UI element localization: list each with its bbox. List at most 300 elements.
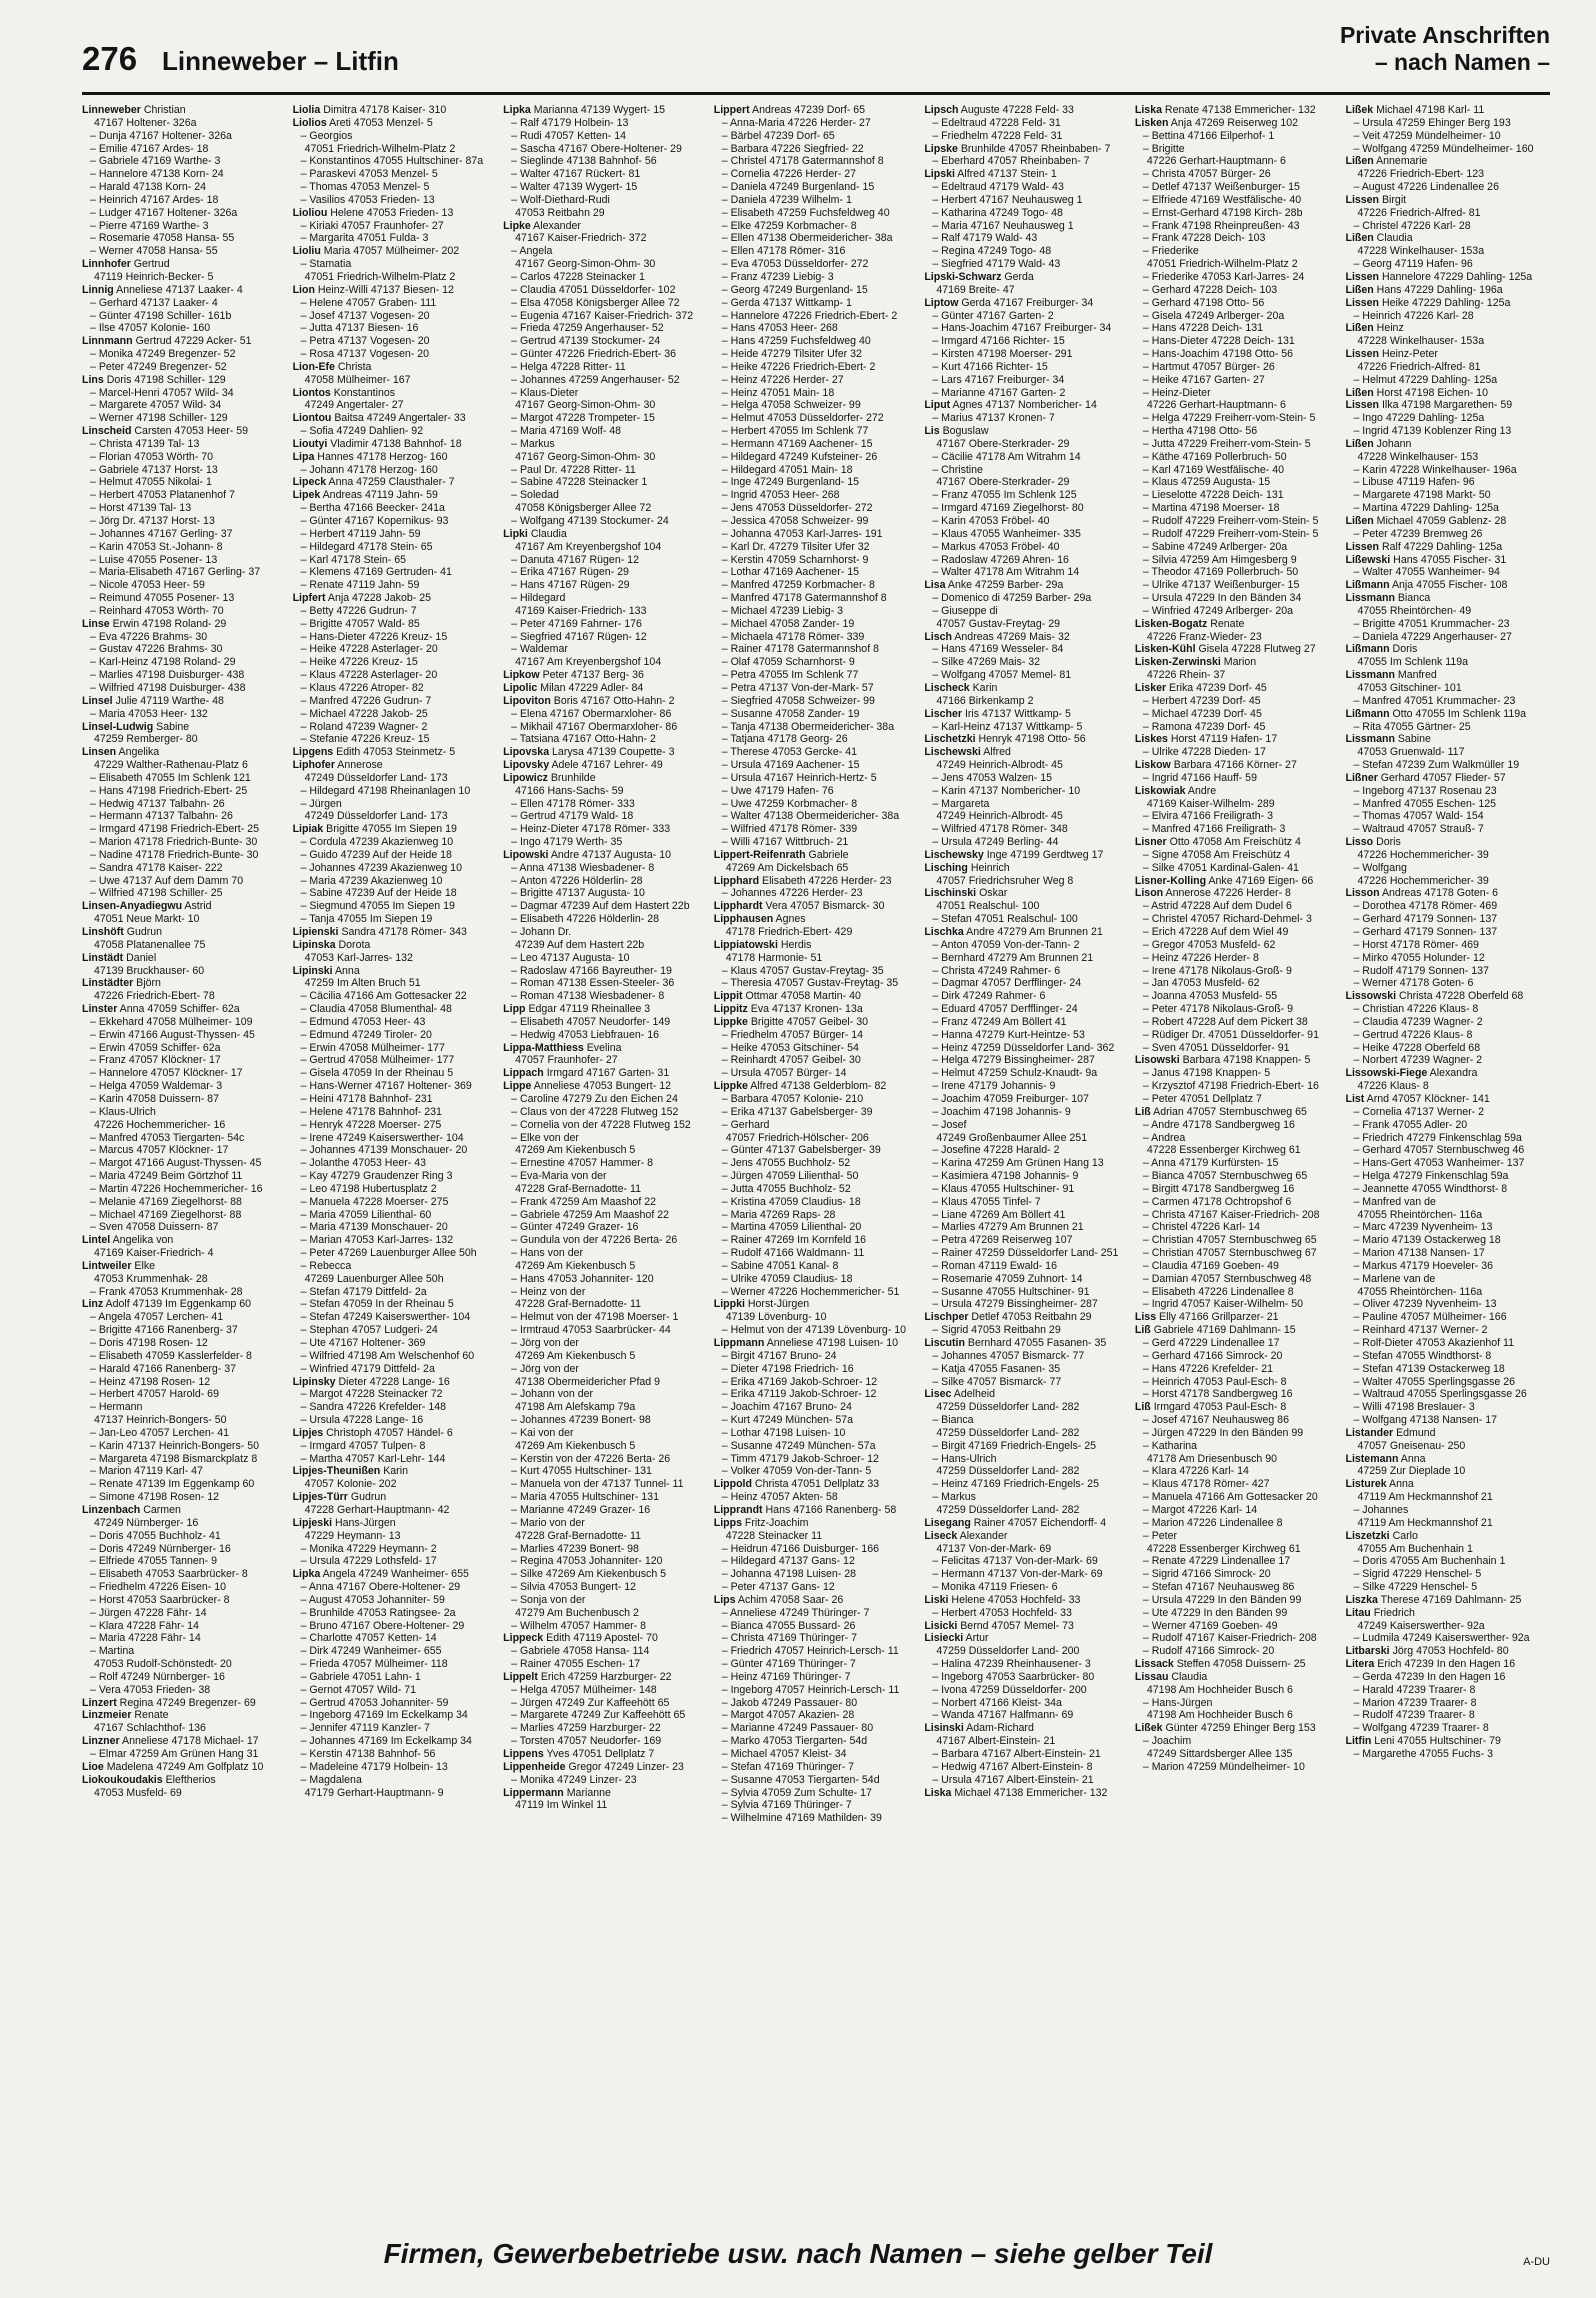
directory-entry xyxy=(293,592,498,605)
entry-text: – Silke 47269 Mais- 32 xyxy=(932,656,1041,669)
entry-text: 47138 Obermeidericher Pfad 9 xyxy=(515,1375,661,1388)
entry-text: – Tanja 47055 Im Siepen 19 xyxy=(300,913,433,926)
directory-entry xyxy=(82,965,287,978)
entry-text: 47058 Platanenallee 75 xyxy=(94,938,206,951)
directory-entry xyxy=(714,245,919,258)
directory-entry xyxy=(1135,464,1340,477)
entry-text: – Herbert 47053 Platanenhof 7 xyxy=(90,489,235,502)
entry-text: – Ursula 47167 Albert-Einstein- 21 xyxy=(932,1773,1094,1786)
entry-surname: Lischewsky xyxy=(924,848,984,861)
entry-surname: Lisken-Kühl xyxy=(1134,643,1196,656)
entry-text: – Markus xyxy=(511,437,555,450)
directory-entry xyxy=(714,1761,919,1774)
entry-surname: Lischetzki xyxy=(924,733,976,746)
directory-entry xyxy=(1345,1722,1550,1735)
entry-text: – Ralf 47179 Holbein- 13 xyxy=(511,116,629,129)
entry-text: – Heide 47279 Tilsiter Ufer 32 xyxy=(721,348,862,361)
directory-entry xyxy=(1135,1709,1340,1722)
entry-text: Brunhilde 47057 Rheinbaben- 7 xyxy=(957,142,1111,155)
entry-text: – Andrea xyxy=(1142,1131,1186,1144)
directory-entry xyxy=(1135,541,1340,554)
directory-entry xyxy=(293,271,498,284)
directory-entry xyxy=(714,592,919,605)
entry-text: – Peter 47169 Fahrner- 176 xyxy=(511,617,642,630)
directory-entry xyxy=(1135,1247,1340,1260)
directory-entry xyxy=(924,143,1129,156)
entry-text: – Rainer 47178 Gatermannshof 8 xyxy=(721,643,879,656)
entry-text: – Kai von der xyxy=(511,1426,574,1439)
directory-entry xyxy=(924,515,1129,528)
directory-entry xyxy=(924,965,1129,978)
entry-text: – Wilhelmine 47169 Mathilden- 39 xyxy=(721,1812,882,1825)
directory-entry xyxy=(714,1042,919,1055)
entry-text: – Karl Dr. 47279 Tilsiter Ufer 32 xyxy=(721,540,870,553)
directory-entry xyxy=(503,656,708,669)
entry-surname: Lipski xyxy=(924,168,955,181)
entry-surname: Lisner-Kolling xyxy=(1134,874,1207,887)
entry-text: Gudrun xyxy=(347,1491,387,1504)
entry-surname: Litfin xyxy=(1345,1735,1372,1748)
entry-surname: Lissack xyxy=(1134,1658,1174,1671)
entry-surname: Lischka xyxy=(924,926,964,938)
directory-entry xyxy=(82,322,287,335)
entry-text: Adam-Richard xyxy=(963,1722,1034,1735)
directory-entry xyxy=(1345,618,1550,631)
directory-entry xyxy=(1135,1414,1340,1427)
directory-entry xyxy=(1135,759,1340,772)
entry-text: – Carlos 47228 Steinacker 1 xyxy=(511,270,645,283)
entry-text: – Ivona 47259 Düsseldorfer- 200 xyxy=(932,1683,1087,1696)
entry-text: – Cordula 47239 Akazienweg 10 xyxy=(300,836,454,849)
directory-entry xyxy=(503,412,708,425)
entry-surname: Linneweber xyxy=(82,104,141,116)
directory-entry xyxy=(1345,977,1550,990)
directory-entry xyxy=(924,1067,1129,1080)
entry-text: – Bianca 47055 Bussard- 26 xyxy=(721,1619,856,1632)
directory-entry xyxy=(1135,1003,1340,1016)
directory-entry xyxy=(82,849,287,862)
entry-text: – Emilie 47167 Ardes- 18 xyxy=(90,142,209,155)
directory-entry xyxy=(1135,1632,1340,1645)
entry-surname: Lippitz xyxy=(713,1003,748,1016)
entry-text: – Klaus-Ulrich xyxy=(90,1105,156,1118)
directory-entry xyxy=(503,1658,708,1671)
entry-text: – Jörg Dr. 47137 Horst- 13 xyxy=(90,515,215,527)
entry-text: – Christa 47139 Tal- 13 xyxy=(90,437,200,450)
directory-entry xyxy=(1345,965,1550,978)
entry-text: – Käthe 47169 Pollerbruch- 50 xyxy=(1142,450,1287,463)
entry-surname: Lins xyxy=(82,373,104,386)
directory-entry xyxy=(503,104,708,117)
entry-text: Boguslaw xyxy=(939,425,989,438)
entry-text: – Hermann 47169 Aachener- 15 xyxy=(721,437,873,450)
directory-entry xyxy=(503,168,708,181)
directory-entry xyxy=(82,245,287,258)
directory-column xyxy=(714,104,919,2214)
directory-entry xyxy=(1135,1337,1340,1350)
entry-text: 47053 Rudolf-Schönstedt- 20 xyxy=(94,1658,232,1671)
directory-entry xyxy=(1135,708,1340,721)
directory-entry xyxy=(82,823,287,836)
directory-entry xyxy=(1135,1671,1340,1684)
entry-text: 47228 Winkelhauser- 153a xyxy=(1357,335,1485,348)
entry-text: – Klaus 47259 Augusta- 15 xyxy=(1142,476,1271,489)
entry-text: – Hans-Joachim 47198 Otto- 56 xyxy=(1142,348,1294,361)
directory-entry xyxy=(1345,1260,1550,1273)
directory-entry xyxy=(293,926,498,939)
entry-text: – Wolf-Diethard-Rudi xyxy=(511,193,610,206)
entry-surname: Liphofer xyxy=(292,759,335,772)
directory-entry xyxy=(1345,220,1550,233)
directory-entry xyxy=(503,155,708,168)
entry-text: Alfred xyxy=(980,746,1011,759)
entry-surname: Lipp xyxy=(503,1003,526,1016)
entry-text: – Paraskevi 47053 Menzel- 5 xyxy=(300,168,438,181)
directory-entry xyxy=(924,207,1129,220)
entry-text: – Jutta 47229 Freiherr-vom-Stein- 5 xyxy=(1142,437,1311,450)
directory-entry xyxy=(1135,1080,1340,1093)
entry-surname: Lipphard xyxy=(713,874,760,887)
entry-surname: Lisson xyxy=(1345,887,1380,900)
entry-surname: Lipinski xyxy=(292,964,333,977)
directory-entry xyxy=(1345,1388,1550,1401)
directory-entry xyxy=(1345,1427,1550,1440)
directory-entry xyxy=(1345,1735,1550,1748)
entry-text: – Martha 47057 Karl-Lehr- 144 xyxy=(300,1452,446,1465)
directory-entry xyxy=(293,887,498,900)
entry-surname: Lischer xyxy=(924,707,962,720)
entry-text: – Karl-Heinz 47137 Wittkamp- 5 xyxy=(932,720,1083,733)
entry-text: – Christian 47226 Klaus- 8 xyxy=(1353,1003,1479,1016)
entry-text: Evelina xyxy=(583,1041,622,1054)
entry-text: – Hans-Werner 47167 Holtener- 369 xyxy=(300,1080,472,1093)
directory-entry xyxy=(293,952,498,965)
entry-text: 47226 Gerhart-Hauptmann- 6 xyxy=(1146,399,1286,412)
entry-surname: Lißen xyxy=(1345,155,1374,168)
directory-entry xyxy=(293,900,498,913)
directory-entry xyxy=(82,310,287,323)
directory-entry xyxy=(714,939,919,952)
directory-entry xyxy=(1345,810,1550,823)
entry-text: – Bruno 47167 Obere-Holtener- 29 xyxy=(300,1619,465,1632)
entry-text: – Ursula 47259 Ehinger Berg 193 xyxy=(1353,116,1511,129)
entry-surname: Lisch xyxy=(924,630,952,643)
entry-text: – Helmut 47259 Schulz-Knaudt- 9a xyxy=(932,1067,1098,1080)
directory-entry xyxy=(293,1555,498,1568)
directory-entry xyxy=(293,361,498,374)
directory-entry xyxy=(1345,1491,1550,1504)
entry-text: – Ursula 47229 Lothsfeld- 17 xyxy=(300,1555,437,1568)
entry-text: Carsten 47053 Heer- 59 xyxy=(131,425,249,438)
directory-entry xyxy=(924,1209,1129,1222)
entry-surname: Lippke xyxy=(713,1015,748,1028)
entry-text: – Janus 47198 Knappen- 5 xyxy=(1142,1067,1271,1080)
entry-text: 47137 Von-der-Mark- 69 xyxy=(936,1542,1052,1555)
entry-text: – Werner 47198 Schiller- 129 xyxy=(90,412,228,425)
entry-text: 47057 Friedrichsruher Weg 8 xyxy=(936,874,1074,887)
directory-entry xyxy=(503,1504,708,1517)
directory-entry xyxy=(1135,1620,1340,1633)
entry-text: Brunhilde xyxy=(547,771,596,784)
entry-text: – Barbara 47226 Siegfried- 22 xyxy=(721,142,864,155)
directory-entry xyxy=(293,1478,498,1491)
directory-entry xyxy=(293,155,498,168)
entry-surname: Liskowiak xyxy=(1134,784,1186,797)
entry-text: – Ursula 47249 Berling- 44 xyxy=(932,836,1059,849)
directory-entry xyxy=(714,1774,919,1787)
directory-entry xyxy=(293,387,498,400)
directory-entry xyxy=(293,1106,498,1119)
directory-entry xyxy=(293,1632,498,1645)
directory-entry xyxy=(503,1376,708,1389)
entry-text: Erika 47239 Dorf- 45 xyxy=(1166,681,1267,694)
entry-text: – Hartmut 47057 Bürger- 26 xyxy=(1142,360,1275,373)
entry-text: – Christel 47178 Gatermannshof 8 xyxy=(721,155,884,168)
directory-entry xyxy=(293,939,498,952)
entry-text: – Sonja von der xyxy=(511,1593,586,1606)
entry-surname: Liska xyxy=(924,1786,952,1799)
directory-entry xyxy=(1135,1440,1340,1453)
entry-text: – Bernhard 47279 Am Brunnen 21 xyxy=(932,951,1094,964)
entry-text: – Gerda 47239 In den Hagen 16 xyxy=(1353,1670,1506,1683)
directory-entry xyxy=(1135,1363,1340,1376)
entry-surname: Linzenbach xyxy=(82,1503,141,1516)
entry-text: – Wanda 47167 Halfmann- 69 xyxy=(932,1709,1074,1722)
directory-entry xyxy=(714,862,919,875)
directory-entry xyxy=(1345,361,1550,374)
directory-entry xyxy=(503,1209,708,1222)
directory-entry xyxy=(714,1671,919,1684)
directory-entry xyxy=(82,1234,287,1247)
entry-text: Gertrud xyxy=(130,258,170,271)
directory-entry xyxy=(503,1042,708,1055)
entry-text: Barbara 47198 Knappen- 5 xyxy=(1179,1054,1311,1067)
entry-text: – Doris 47055 Am Buchenhain 1 xyxy=(1353,1555,1506,1568)
directory-entry xyxy=(714,143,919,156)
directory-entry xyxy=(503,476,708,489)
entry-text: – Elsa 47058 Königsberger Allee 72 xyxy=(511,296,680,309)
entry-surname: Lißen xyxy=(1345,437,1374,450)
entry-text: 47249 Heinrich-Albrodt- 45 xyxy=(936,759,1063,772)
directory-entry xyxy=(1135,1761,1340,1774)
directory-entry xyxy=(293,1465,498,1478)
directory-entry xyxy=(293,335,498,348)
directory-entry xyxy=(1345,1748,1550,1761)
entry-text: – Helmut von der 47139 Lövenburg- 10 xyxy=(721,1324,907,1337)
entry-text: Johann xyxy=(1373,437,1412,450)
entry-text: – Rainer 47259 Düsseldorfer Land- 251 xyxy=(932,1247,1119,1260)
entry-text: – Herbert 47239 Dorf- 45 xyxy=(1142,694,1261,707)
entry-text: Karin xyxy=(969,681,998,694)
entry-text: – Joachim 47167 Bruno- 24 xyxy=(721,1401,852,1414)
directory-entry xyxy=(293,1196,498,1209)
entry-surname: Lipgens xyxy=(292,746,334,759)
directory-entry xyxy=(1345,733,1550,746)
directory-entry xyxy=(82,515,287,528)
directory-entry xyxy=(1345,1286,1550,1299)
directory-entry xyxy=(503,1684,708,1697)
directory-entry xyxy=(1135,399,1340,412)
entry-text: – Rainer 47269 Im Kornfeld 16 xyxy=(721,1234,867,1247)
entry-text: 47228 Essenberger Kirchweg 61 xyxy=(1146,1542,1301,1555)
directory-entry xyxy=(503,489,708,502)
directory-entry xyxy=(924,155,1129,168)
entry-text: Anneliese 47178 Michael- 17 xyxy=(119,1735,259,1748)
entry-text: – Eberhard 47057 Rheinbaben- 7 xyxy=(932,155,1090,168)
directory-entry xyxy=(1135,592,1340,605)
directory-entry xyxy=(82,631,287,644)
directory-entry xyxy=(1135,1658,1340,1671)
entry-text: – Helga 47228 Ritter- 11 xyxy=(511,360,626,373)
entry-text: – Stefan 47169 Thüringer- 7 xyxy=(721,1760,855,1773)
entry-text: – Kirsten 47198 Moerser- 291 xyxy=(932,348,1073,361)
directory-entry xyxy=(1345,566,1550,579)
directory-entry xyxy=(293,515,498,528)
entry-text: – Oliver 47239 Nyvenheim- 13 xyxy=(1353,1298,1497,1311)
entry-text: – Tatsiana 47167 Otto-Hahn- 2 xyxy=(511,733,656,746)
entry-text: – Leo 47198 Hubertusplatz 2 xyxy=(300,1182,437,1195)
entry-text: 47226 Rhein- 37 xyxy=(1146,669,1226,682)
directory-entry xyxy=(1135,682,1340,695)
directory-entry xyxy=(293,708,498,721)
directory-entry xyxy=(82,1555,287,1568)
entry-text: 47167 Obere-Sterkrader- 29 xyxy=(936,476,1070,489)
directory-entry xyxy=(1135,887,1340,900)
entry-text: Arnd 47057 Klöckner- 141 xyxy=(1364,1092,1490,1105)
directory-entry xyxy=(503,207,708,220)
entry-text: – Sieglinde 47138 Bahnhof- 56 xyxy=(511,155,657,168)
directory-entry xyxy=(503,554,708,567)
directory-entry xyxy=(503,232,708,245)
entry-text: – Ursula 47229 In den Bänden 34 xyxy=(1142,592,1302,605)
directory-entry xyxy=(924,412,1129,425)
entry-text: – Christa 47057 Bürger- 26 xyxy=(1142,168,1271,181)
entry-surname: Lissen xyxy=(1345,193,1380,206)
directory-entry xyxy=(1345,515,1550,528)
directory-entry xyxy=(503,541,708,554)
directory-entry xyxy=(293,1273,498,1286)
entry-text: 47259 Düsseldorfer Land- 282 xyxy=(936,1503,1080,1516)
directory-entry xyxy=(1345,1440,1550,1453)
entry-text: Anja 47055 Fischer- 108 xyxy=(1389,579,1508,592)
directory-entry xyxy=(293,232,498,245)
entry-text: Michael 47138 Emmericher- 132 xyxy=(951,1786,1108,1799)
directory-entry xyxy=(714,1735,919,1748)
entry-surname: Listander xyxy=(1345,1426,1394,1439)
entry-text: – Martina 47059 Lilienthal- 20 xyxy=(721,1221,862,1234)
entry-text: – Ursula 47229 In den Bänden 99 xyxy=(1142,1593,1302,1606)
entry-text: – Bettina 47166 Eilperhof- 1 xyxy=(1142,129,1275,142)
entry-text: Marianne xyxy=(563,1786,611,1799)
entry-text: – Herbert 47055 Im Schlenk 77 xyxy=(721,425,869,438)
entry-text: – Georg 47119 Hafen- 96 xyxy=(1353,258,1473,271)
entry-text: – Paul Dr. 47228 Ritter- 11 xyxy=(511,463,636,476)
entry-text: – Anna 47167 Obere-Holtener- 29 xyxy=(300,1581,461,1594)
entry-text: – Hans 47053 Johanniter- 120 xyxy=(511,1272,654,1285)
entry-text: – Elena 47167 Obermarxloher- 86 xyxy=(511,707,672,720)
directory-entry xyxy=(714,284,919,297)
directory-entry xyxy=(82,695,287,708)
directory-entry xyxy=(1135,913,1340,926)
directory-entry xyxy=(924,990,1129,1003)
entry-text: Adelheid xyxy=(951,1388,995,1401)
directory-entry xyxy=(503,438,708,451)
entry-surname: Lippit xyxy=(713,990,743,1003)
entry-text: 47167 Albert-Einstein- 21 xyxy=(936,1735,1056,1748)
entry-text: – Monika 47229 Heymann- 2 xyxy=(300,1542,437,1555)
entry-surname: Linstädter xyxy=(82,977,134,990)
directory-entry xyxy=(924,618,1129,631)
directory-entry xyxy=(714,618,919,631)
entry-text: – Elvira 47166 Freiligrath- 3 xyxy=(1142,810,1274,823)
directory-entry xyxy=(1135,1504,1340,1517)
directory-entry xyxy=(1135,1568,1340,1581)
entry-text: – Johannes 47139 Monschauer- 20 xyxy=(300,1144,468,1157)
entry-text: – Jens 47053 Walzen- 15 xyxy=(932,771,1053,784)
directory-entry xyxy=(503,181,708,194)
entry-text: – Robert 47228 Auf dem Pickert 38 xyxy=(1142,1015,1308,1028)
entry-text: 47139 Lövenburg- 10 xyxy=(725,1311,827,1324)
entry-text: – Roland 47239 Wagner- 2 xyxy=(300,720,428,733)
entry-surname: Lipsch xyxy=(924,104,959,116)
directory-entry xyxy=(1345,1709,1550,1722)
entry-text: – Klaus 47055 Wanheimer- 335 xyxy=(932,527,1081,540)
entry-text: – Gertrud 47139 Stockumer- 24 xyxy=(511,335,661,348)
directory-entry xyxy=(293,1234,498,1247)
directory-entry xyxy=(924,1530,1129,1543)
entry-text: – Hans-Jürgen xyxy=(1142,1696,1213,1709)
entry-text: 47139 Bruckhauser- 60 xyxy=(94,964,205,977)
entry-text: 47053 Gruenwald- 117 xyxy=(1357,746,1465,759)
entry-text: – Sabine 47239 Auf der Heide 18 xyxy=(300,887,457,900)
entry-text: 47228 Steinacker 11 xyxy=(725,1529,823,1542)
directory-entry xyxy=(714,1209,919,1222)
entry-text: – Michaela 47178 Römer- 339 xyxy=(721,630,865,643)
directory-entry xyxy=(924,1376,1129,1389)
entry-text: – Lieselotte 47228 Deich- 131 xyxy=(1142,489,1284,502)
entry-text: Erwin 47198 Roland- 29 xyxy=(109,617,227,630)
directory-entry xyxy=(924,1350,1129,1363)
directory-entry xyxy=(503,682,708,695)
directory-entry xyxy=(1345,1209,1550,1222)
entry-text: – Frieda 47259 Angerhauser- 52 xyxy=(511,322,664,335)
entry-text: – Doris 47198 Rosen- 12 xyxy=(90,1337,208,1349)
entry-text: – Gertrud 47226 Klaus- 8 xyxy=(1353,1028,1473,1041)
entry-text: – Stefan 47179 Dittfeld- 2a xyxy=(300,1285,427,1298)
directory-entry xyxy=(503,1311,708,1324)
directory-entry xyxy=(293,464,498,477)
entry-text: – Willi 47198 Breslauer- 3 xyxy=(1353,1401,1475,1414)
entry-text: Heinz xyxy=(1373,322,1404,335)
entry-surname: Lißen xyxy=(1345,232,1374,245)
entry-text: – Gerhard 47198 Otto- 56 xyxy=(1142,296,1265,309)
entry-text: Ilka 47198 Margarethen- 59 xyxy=(1379,399,1513,412)
directory-entry xyxy=(82,1697,287,1710)
directory-entry xyxy=(714,810,919,823)
entry-text: 47269 Am Kiekenbusch 5 xyxy=(515,1259,636,1272)
entry-text: 47198 Am Hochheider Busch 6 xyxy=(1146,1709,1293,1722)
entry-text: Hans 47055 Fischer- 31 xyxy=(1390,553,1507,566)
entry-text: – Hans 47198 Friedrich-Ebert- 25 xyxy=(90,784,248,797)
entry-text: 47053 Krummenhak- 28 xyxy=(94,1272,208,1285)
directory-entry xyxy=(714,682,919,695)
entry-text: – Sofia 47249 Dahlien- 92 xyxy=(300,425,424,438)
directory-entry xyxy=(1345,438,1550,451)
entry-text: – Mirko 47055 Holunder- 12 xyxy=(1353,951,1485,964)
entry-text: – Klaus 47057 Gustav-Freytag- 35 xyxy=(721,964,884,977)
entry-text: – Stefan 47139 Ostackerweg 18 xyxy=(1353,1362,1505,1375)
entry-text: – Marlies 47198 Duisburger- 438 xyxy=(90,669,245,682)
